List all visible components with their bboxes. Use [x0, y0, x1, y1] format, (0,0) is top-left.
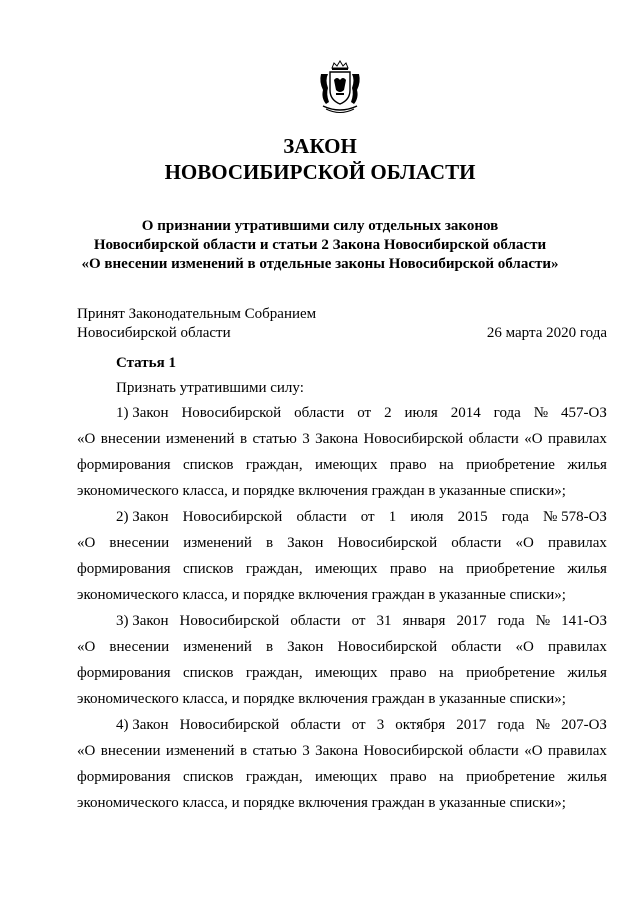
adoption-date: 26 марта 2020 года	[486, 325, 607, 341]
adopted-by-line: Принят Законодательным Собранием	[77, 306, 317, 322]
word: от	[351, 717, 366, 733]
word: января	[402, 613, 446, 629]
word: на	[439, 561, 454, 577]
word: жилья	[567, 665, 607, 681]
word: Закон	[287, 535, 324, 551]
word: области	[296, 509, 347, 525]
law-region-title: НОВОСИБИРСКОЙ ОБЛАСТИ	[164, 160, 476, 184]
word: 207-ОЗ	[561, 717, 607, 733]
list-item	[77, 716, 607, 820]
word: от	[357, 405, 372, 421]
word: на	[439, 769, 454, 785]
word: имеющих	[315, 769, 378, 785]
text-line	[77, 560, 607, 586]
text-line	[77, 690, 607, 716]
word: изменений	[165, 431, 235, 447]
word: июля	[404, 405, 438, 421]
law-title: ЗАКОН	[283, 134, 357, 158]
word: списков	[182, 665, 234, 681]
word: области	[468, 743, 519, 759]
word: 1	[388, 509, 397, 525]
word: формирования	[77, 457, 171, 473]
word: Новосибирской	[179, 613, 280, 629]
word: от	[351, 613, 366, 629]
word: Новосибирской	[363, 431, 464, 447]
law-subject-line: Новосибирской области и статьи 2 Закона Новосибирской области	[93, 237, 547, 253]
word: приобретение	[466, 457, 555, 473]
word: в	[240, 743, 248, 759]
word: приобретение	[466, 769, 555, 785]
law-subject-line: О признании утратившими силу отдельных законов	[141, 218, 499, 234]
word: правилах	[547, 431, 607, 447]
list-item	[77, 612, 607, 716]
word: на	[439, 457, 454, 473]
word: внесении	[100, 431, 161, 447]
word: 2015	[457, 509, 488, 525]
word: года	[497, 613, 525, 629]
word: 3	[302, 431, 310, 447]
article-items	[77, 404, 607, 820]
word: жилья	[567, 457, 607, 473]
word: года	[497, 717, 525, 733]
word: в	[265, 639, 274, 655]
word: Закон	[287, 639, 324, 655]
word: право	[389, 457, 427, 473]
word: 4) Закон	[116, 717, 169, 733]
text-line	[77, 508, 607, 534]
word: июля	[410, 509, 444, 525]
word: граждан,	[245, 561, 303, 577]
word: 2) Закон	[116, 509, 169, 525]
word: имеющих	[315, 665, 378, 681]
word: приобретение	[466, 665, 555, 681]
text-line	[77, 456, 607, 482]
law-subject	[60, 217, 580, 274]
word: 2	[384, 405, 392, 421]
list-item	[77, 508, 607, 612]
word: Новосибирской	[182, 509, 283, 525]
word: статью	[252, 743, 297, 759]
word: экономического класса, и порядке включения граждан в указанные списки»;	[77, 587, 566, 603]
text-line	[77, 794, 607, 820]
text-line	[77, 768, 607, 794]
text-line	[77, 430, 607, 456]
word: в	[265, 535, 274, 551]
word: области	[451, 639, 502, 655]
word: «О	[524, 743, 543, 759]
word: области	[294, 405, 345, 421]
word: граждан,	[245, 457, 303, 473]
word: внесении	[109, 535, 170, 551]
word: области	[290, 613, 341, 629]
word: «О	[77, 743, 96, 759]
word: право	[389, 561, 427, 577]
law-subject-line: «О внесении изменений в отдельные законы Новосибирской области»	[81, 256, 559, 272]
word: формирования	[77, 561, 171, 577]
word: изменений	[183, 535, 252, 551]
word: списков	[182, 561, 234, 577]
word: Новосибирской	[181, 405, 282, 421]
list-item	[77, 404, 607, 508]
word: правилах	[547, 639, 607, 655]
word: Новосибирской	[337, 639, 438, 655]
word: года	[493, 405, 521, 421]
text-line	[77, 716, 607, 742]
word: №	[533, 405, 549, 421]
word: Закона	[315, 743, 359, 759]
text-line	[77, 404, 607, 430]
word: статью	[252, 431, 297, 447]
text-line	[77, 742, 607, 768]
word: списков	[182, 769, 234, 785]
word: жилья	[567, 769, 607, 785]
word: Новосибирской	[337, 535, 438, 551]
word: № 578-ОЗ	[543, 509, 607, 525]
word: формирования	[77, 769, 171, 785]
word: 3	[302, 743, 310, 759]
word: 2017	[456, 613, 487, 629]
word: правилах	[547, 535, 607, 551]
word: Новосибирской	[363, 743, 464, 759]
word: экономического класса, и порядке включения граждан в указанные списки»;	[77, 691, 566, 707]
word: 31	[376, 613, 392, 629]
word: имеющих	[315, 561, 378, 577]
word: области	[290, 717, 341, 733]
word: внесении	[100, 743, 161, 759]
word: года	[501, 509, 529, 525]
word: октября	[395, 717, 446, 733]
text-line	[77, 586, 607, 612]
word: области	[468, 431, 519, 447]
word: 1) Закон	[116, 405, 169, 421]
word: «О	[515, 639, 534, 655]
word: 3	[376, 717, 385, 733]
word: от	[360, 509, 375, 525]
word: 2014	[450, 405, 481, 421]
word: 2017	[456, 717, 487, 733]
text-line	[77, 534, 607, 560]
word: №	[535, 613, 551, 629]
word: 141-ОЗ	[561, 613, 607, 629]
word: «О	[77, 639, 96, 655]
word: право	[389, 769, 427, 785]
word: правилах	[547, 743, 607, 759]
word: Новосибирской	[179, 717, 280, 733]
adoption-block	[77, 305, 607, 343]
word: на	[439, 665, 454, 681]
word: изменений	[183, 639, 252, 655]
text-line	[77, 664, 607, 690]
word: «О	[524, 431, 543, 447]
text-line	[77, 612, 607, 638]
article-intro: Признать утратившими силу:	[116, 380, 304, 396]
article-heading: Статья 1	[116, 355, 176, 371]
text-line	[77, 482, 607, 508]
word: формирования	[77, 665, 171, 681]
word: «О	[77, 535, 96, 551]
word: граждан,	[245, 665, 303, 681]
word: имеющих	[315, 457, 378, 473]
word: право	[389, 665, 427, 681]
adopted-by-region: Новосибирской области	[77, 325, 231, 341]
word: Закона	[315, 431, 359, 447]
word: «О	[515, 535, 534, 551]
word: приобретение	[466, 561, 555, 577]
word: граждан,	[245, 769, 303, 785]
word: жилья	[567, 561, 607, 577]
word: экономического класса, и порядке включения граждан в указанные списки»;	[77, 795, 566, 811]
word: изменений	[165, 743, 235, 759]
word: внесении	[109, 639, 170, 655]
word: списков	[182, 457, 234, 473]
word: области	[451, 535, 502, 551]
coat-of-arms-icon	[317, 60, 363, 116]
text-line	[77, 638, 607, 664]
word: «О	[77, 431, 96, 447]
word: 3) Закон	[116, 613, 169, 629]
word: в	[240, 431, 248, 447]
word: 457-ОЗ	[561, 405, 607, 421]
word: экономического класса, и порядке включения граждан в указанные списки»;	[77, 483, 566, 499]
word: №	[535, 717, 550, 733]
